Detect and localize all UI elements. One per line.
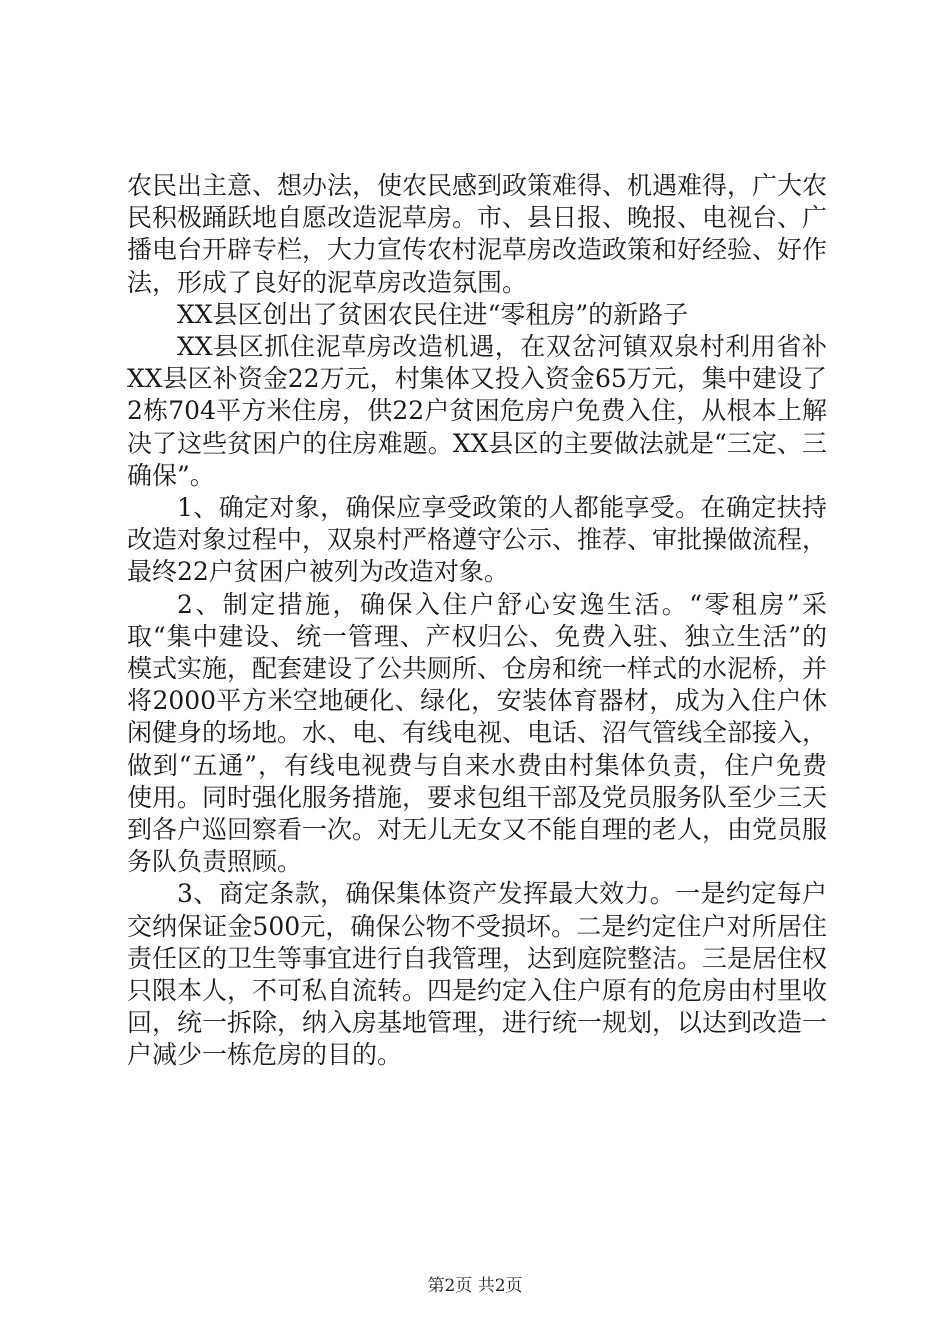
- paragraph-point-1: 1、确定对象，确保应享受政策的人都能享受。在确定扶持改造对象过程中，双泉村严格遵守公示、推荐、审批操做流程，最终22户贫困户被列为改造对象。: [127, 493, 828, 587]
- paragraph-heading: XX县区创出了贫困农民住进“零租房”的新路子: [177, 299, 689, 329]
- page-footer: 第2页 共2页: [427, 1276, 523, 1296]
- paragraph-point-2: 2、制定措施，确保入住户舒心安逸生活。“零租房”采取“集中建设、统一管理、产权归公、免费入驻、独立生活”的模式实施，配套建设了公共厕所、仓房和统一样式的水泥桥，并将2000平方米空地硬化、绿化，安装体育器材，成为入住户休闲健身的场地。水、电、有线电视、电话、沼气管线全部接入，做到“五通”，有线电视费与自来水费由村集体负责，住户免费使用。同时强化服务措施，要求包组干部及党员服务队至少三天到各户巡回察看一次。对无儿无女又不能自理的老人，由党员服务队负责照顾。: [127, 589, 828, 877]
- document-body: [127, 170, 827, 1072]
- paragraph-continuation: 农民出主意、想办法，使农民感到政策难得、机遇难得，广大农民积极踊跃地自愿改造泥草房。市、县日报、晚报、电视台、广播电台开辟专栏，大力宣传农村泥草房改造政策和好经验、好作法，形成了良好的泥草房改造氛围。: [127, 171, 828, 297]
- paragraph-point-3: 3、商定条款，确保集体资产发挥最大效力。一是约定每户交纳保证金500元，确保公物不受损坏。二是约定住户对所居住责任区的卫生等事宜进行自我管理，达到庭院整洁。三是居住权只限本人，不可私自流转。四是约定入住户原有的危房由村里收回，统一拆除，纳入房基地管理，进行统一规划，以达到改造一户减少一栋危房的目的。: [127, 879, 828, 1070]
- paragraph-intro: XX县区抓住泥草房改造机遇，在双岔河镇双泉村利用省补XX县区补资金22万元，村集体又投入资金65万元，集中建设了2栋704平方米住房，供22户贫困危房户免费入住，从根本上解决了这些贫困户的住房难题。XX县区的主要做法就是“三定、三确保”。: [127, 332, 827, 490]
